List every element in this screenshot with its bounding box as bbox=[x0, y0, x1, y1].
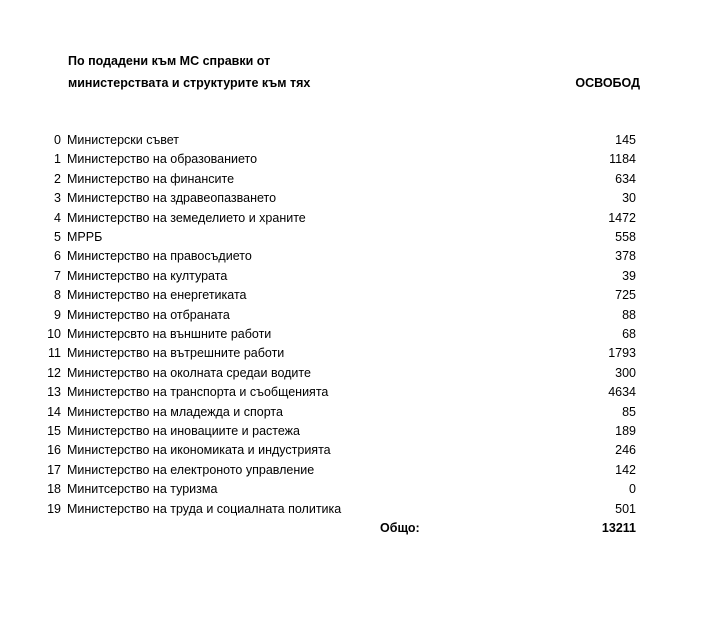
table-row bbox=[0, 327, 709, 346]
total-label: Общо: bbox=[380, 521, 420, 535]
ministry-name: Министерство на електроното управление bbox=[67, 462, 315, 477]
row-value: 0 bbox=[629, 482, 636, 497]
table-row bbox=[0, 463, 709, 482]
row-value: 300 bbox=[615, 365, 636, 380]
row-index: 3 bbox=[54, 191, 61, 206]
row-value: 378 bbox=[615, 249, 636, 264]
row-value: 634 bbox=[615, 171, 636, 186]
ministry-name: Министерство на вътрешните работи bbox=[67, 346, 285, 361]
ministry-name: Министерство на младежда и спорта bbox=[67, 404, 283, 419]
table-row bbox=[0, 269, 709, 288]
row-value: 1184 bbox=[609, 152, 636, 167]
row-index: 13 bbox=[47, 385, 61, 400]
row-value: 88 bbox=[622, 307, 636, 322]
title-line-1: По подадени към МС справки от bbox=[68, 54, 271, 68]
table-row bbox=[0, 385, 709, 404]
table-row bbox=[0, 424, 709, 443]
row-index: 9 bbox=[54, 307, 61, 322]
ministry-name: Министерство на правосъдието bbox=[67, 249, 252, 264]
row-value: 68 bbox=[622, 327, 636, 341]
table-row bbox=[0, 152, 709, 171]
row-index: 6 bbox=[54, 249, 61, 264]
row-index: 17 bbox=[47, 462, 61, 477]
ministry-name: Министерство на отбраната bbox=[67, 307, 230, 322]
row-index: 4 bbox=[54, 210, 61, 225]
row-index: 1 bbox=[54, 152, 61, 167]
row-value: 1793 bbox=[608, 346, 636, 361]
ministry-name: Министерство на транспорта и съобщенията bbox=[67, 385, 329, 400]
table-row bbox=[0, 172, 709, 191]
table-row bbox=[0, 211, 709, 230]
ministry-name: Министерство на околната средаи водите bbox=[67, 365, 311, 380]
table-row bbox=[0, 405, 709, 424]
row-index: 8 bbox=[54, 288, 61, 303]
ministry-name: Министерство на иновациите и растежа bbox=[67, 424, 300, 438]
ministry-name: Министерство на културата bbox=[67, 268, 228, 283]
row-value: 39 bbox=[622, 268, 636, 283]
title-line-2: министерствата и структурите към тях bbox=[68, 76, 311, 90]
row-value: 142 bbox=[615, 462, 636, 477]
row-value: 145 bbox=[615, 133, 636, 147]
row-index: 10 bbox=[47, 327, 61, 341]
ministry-name: Министерство на образованието bbox=[67, 152, 258, 167]
ministry-name: Министерство на земеделието и храните bbox=[67, 210, 306, 225]
row-value: 558 bbox=[615, 230, 636, 244]
table-row bbox=[0, 133, 709, 152]
table-row bbox=[0, 502, 709, 521]
row-value: 189 bbox=[615, 424, 636, 438]
row-index: 2 bbox=[54, 171, 61, 186]
row-index: 15 bbox=[47, 424, 61, 438]
row-index: 12 bbox=[47, 365, 61, 380]
row-index: 14 bbox=[47, 404, 61, 419]
ministry-name: Министерство на икономиката и индустрията bbox=[67, 443, 331, 458]
row-value: 1472 bbox=[608, 210, 636, 225]
table-row bbox=[0, 346, 709, 365]
row-index: 11 bbox=[48, 346, 61, 361]
row-value: 725 bbox=[615, 288, 636, 303]
total-value: 13211 bbox=[601, 521, 636, 535]
ministry-name: Министерсвто на външните работи bbox=[67, 327, 272, 341]
row-index: 16 bbox=[47, 443, 61, 458]
column-header-osvobod: ОСВОБОД bbox=[575, 76, 640, 90]
table-row bbox=[0, 366, 709, 385]
row-value: 501 bbox=[615, 501, 636, 516]
ministry-name: Министерство на здравеопазването bbox=[67, 191, 277, 206]
row-value: 85 bbox=[622, 404, 636, 419]
ministry-name: Министерство на енергетиката bbox=[67, 288, 247, 303]
ministry-name: Министерски съвет bbox=[67, 133, 180, 147]
ministry-name: МРРБ bbox=[67, 230, 103, 244]
ministry-name: Министерство на труда и социалната политика bbox=[67, 501, 342, 516]
table-row bbox=[0, 443, 709, 462]
table-row bbox=[0, 288, 709, 307]
row-value: 30 bbox=[622, 191, 636, 206]
table-row bbox=[0, 230, 709, 249]
row-index: 7 bbox=[54, 268, 61, 283]
row-index: 19 bbox=[47, 501, 61, 516]
row-index: 0 bbox=[54, 133, 61, 147]
row-value: 4634 bbox=[608, 385, 636, 400]
row-index: 5 bbox=[54, 230, 61, 244]
table-row bbox=[0, 249, 709, 268]
ministry-name: Министерство на финансите bbox=[67, 171, 235, 186]
table-row bbox=[0, 482, 709, 501]
row-value: 246 bbox=[615, 443, 636, 458]
table-row bbox=[0, 191, 709, 210]
ministry-name: Минитсерство на туризма bbox=[67, 482, 218, 497]
row-index: 18 bbox=[47, 482, 61, 497]
table-row bbox=[0, 308, 709, 327]
